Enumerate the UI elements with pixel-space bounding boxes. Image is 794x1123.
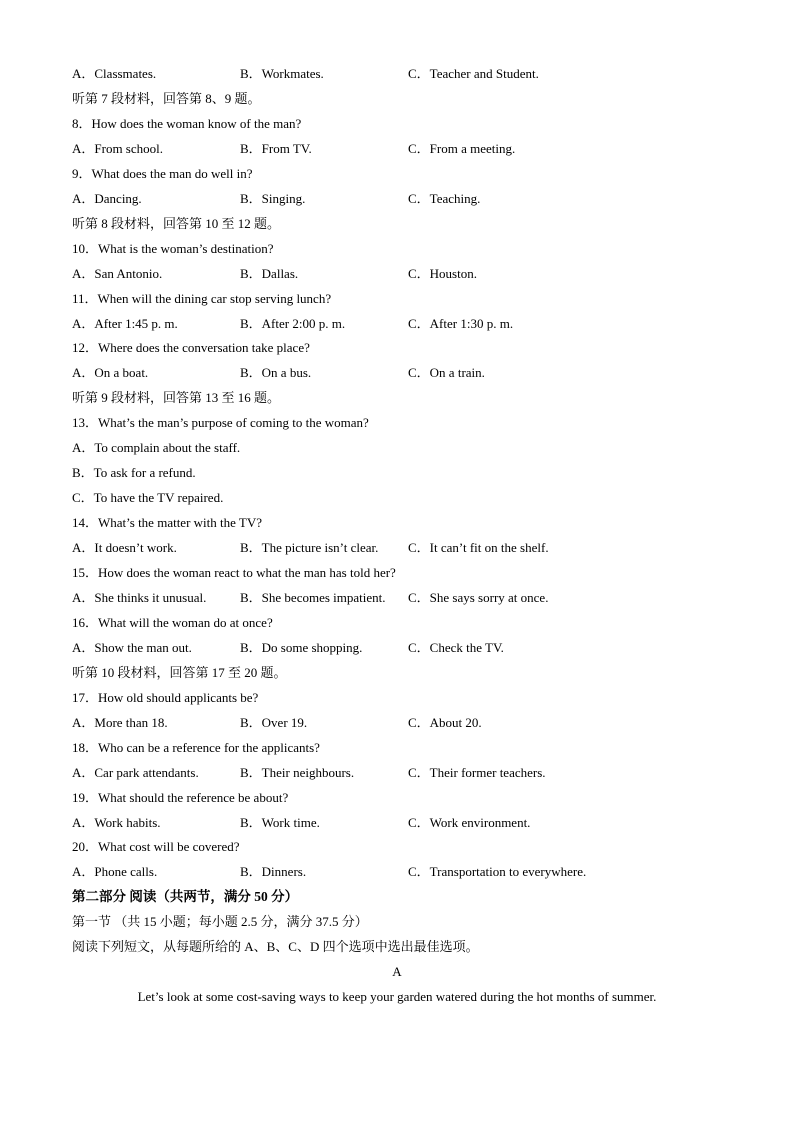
option-a: A．Phone calls. <box>72 864 158 879</box>
option-b: B．On a bus. <box>240 365 312 380</box>
option: A．To complain about the staff. <box>72 440 241 455</box>
option-c: C．About 20. <box>408 715 482 730</box>
option-b: B．Dinners. <box>240 864 307 879</box>
option-c: C．Transportation to everywhere. <box>408 864 587 879</box>
instruction: 第一节 （共 15 小题；每小题 2.5 分，满分 37.5 分） <box>72 914 368 929</box>
option-c: C．She says sorry at once. <box>408 590 549 605</box>
option-a: A．Dancing. <box>72 191 142 206</box>
option-c: C．Teaching. <box>408 191 481 206</box>
option-a: A．Work habits. <box>72 815 161 830</box>
question: 20．What cost will be covered? <box>72 839 240 854</box>
question: 15．How does the woman react to what the man has told her? <box>72 565 396 580</box>
option-c: C．On a train. <box>408 365 485 380</box>
option-c: C．From a meeting. <box>408 141 516 156</box>
passage-text: Let’s look at some cost-saving ways to keep your garden watered during the hot months of summer. <box>137 989 657 1004</box>
option-b: B．After 2:00 p. m. <box>240 316 346 331</box>
option-a: A．It doesn’t work. <box>72 540 177 555</box>
option-a: A．Show the man out. <box>72 640 192 655</box>
option-b: B．From TV. <box>240 141 312 156</box>
option: B．To ask for a refund. <box>72 465 196 480</box>
instruction: 听第 8 段材料，回答第 10 至 12 题。 <box>72 216 281 231</box>
option-a: A．Classmates. <box>72 66 157 81</box>
question: 12．Where does the conversation take place? <box>72 340 310 355</box>
option-b: B．Work time. <box>240 815 320 830</box>
option-b: B．Singing. <box>240 191 306 206</box>
option-a: A．From school. <box>72 141 164 156</box>
instruction: 听第 10 段材料，回答第 17 至 20 题。 <box>72 665 287 680</box>
option-c: C．It can’t fit on the shelf. <box>408 540 549 555</box>
option-c: C．Work environment. <box>408 815 531 830</box>
option-b: B．She becomes impatient. <box>240 590 386 605</box>
option-b: B．Their neighbours. <box>240 765 355 780</box>
option-a: A．San Antonio. <box>72 266 163 281</box>
option-c: C．Teacher and Student. <box>408 66 539 81</box>
question: 10．What is the woman’s destination? <box>72 241 274 256</box>
option-b: B．Do some shopping. <box>240 640 363 655</box>
option: C．To have the TV repaired. <box>72 490 224 505</box>
section-heading: 第二部分 阅读（共两节，满分 50 分） <box>72 889 299 904</box>
question: 13．What’s the man’s purpose of coming to the woman? <box>72 415 369 430</box>
question: 16．What will the woman do at once? <box>72 615 273 630</box>
option-a: A．More than 18. <box>72 715 168 730</box>
option-b: B．Dallas. <box>240 266 299 281</box>
question: 18．Who can be a reference for the applicants? <box>72 740 320 755</box>
option-c: C．After 1:30 p. m. <box>408 316 514 331</box>
option-a: A．On a boat. <box>72 365 149 380</box>
question: 11．When will the dining car stop serving lunch? <box>72 291 332 306</box>
instruction: 听第 7 段材料，回答第 8、9 题。 <box>72 91 261 106</box>
option-c: C．Their former teachers. <box>408 765 546 780</box>
question: 19．What should the reference be about? <box>72 790 289 805</box>
option-b: B．The picture isn’t clear. <box>240 540 379 555</box>
option-a: A．She thinks it unusual. <box>72 590 207 605</box>
question: 9．What does the man do well in? <box>72 166 253 181</box>
option-b: B．Workmates. <box>240 66 324 81</box>
option-a: A．Car park attendants. <box>72 765 199 780</box>
option-a: A．After 1:45 p. m. <box>72 316 178 331</box>
option-c: C．Check the TV. <box>408 640 504 655</box>
passage-label: A <box>392 964 402 979</box>
instruction: 阅读下列短文，从每题所给的 A、B、C、D 四个选项中选出最佳选项。 <box>72 939 479 954</box>
option-b: B．Over 19. <box>240 715 308 730</box>
question: 8．How does the woman know of the man? <box>72 116 302 131</box>
instruction: 听第 9 段材料，回答第 13 至 16 题。 <box>72 390 281 405</box>
question: 17．How old should applicants be? <box>72 690 259 705</box>
option-c: C．Houston. <box>408 266 477 281</box>
question: 14．What’s the matter with the TV? <box>72 515 263 530</box>
